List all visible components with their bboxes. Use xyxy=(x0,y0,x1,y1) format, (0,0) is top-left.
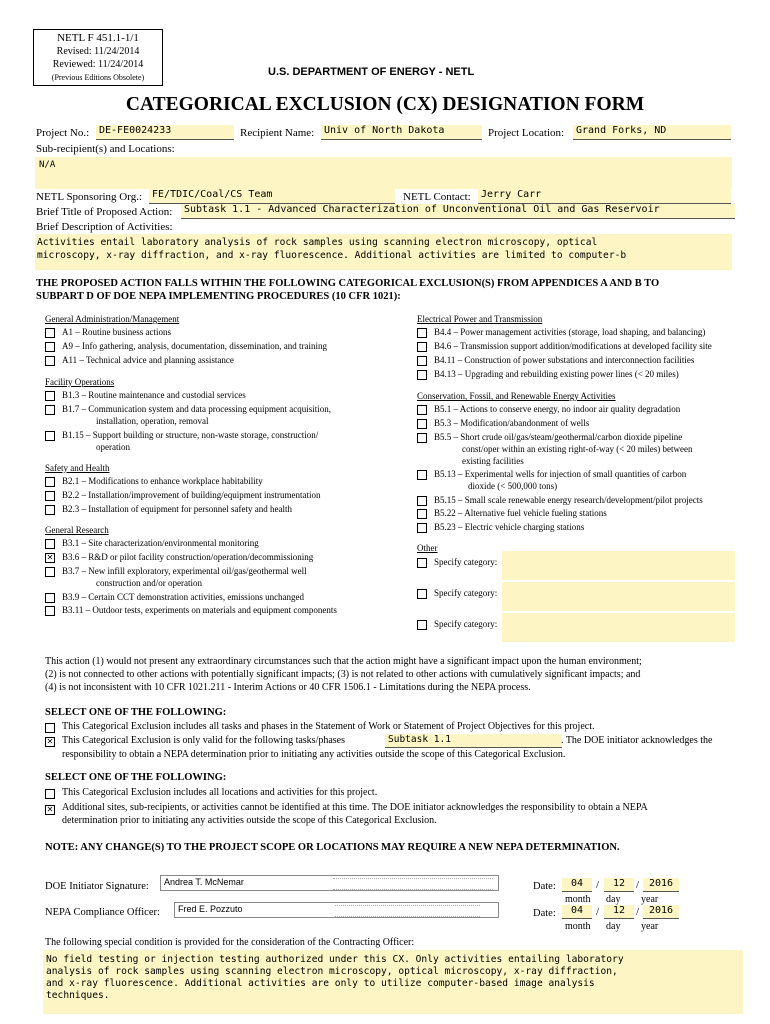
electrical-heading: Electrical Power and Transmission xyxy=(417,314,543,324)
project-no-label: Project No.: xyxy=(36,127,90,139)
date-2-day-caption: day xyxy=(606,921,621,932)
date-1-year-caption: year xyxy=(641,894,659,905)
b3-11-label: B3.11 – Outdoor tests, experiments on materials and equipment components xyxy=(62,605,337,615)
scope-change-note: NOTE: ANY CHANGE(S) TO THE PROJECT SCOPE OR LOCATIONS MAY REQUIRE A NEW NEPA DETERMINATION. xyxy=(45,842,620,853)
specify-2-checkbox[interactable] xyxy=(417,589,427,599)
date-1-year[interactable]: 2016 xyxy=(643,878,679,892)
date-1-sep-1: / xyxy=(596,879,600,891)
all-locations-checkbox[interactable] xyxy=(45,789,55,799)
b4-6-checkbox[interactable] xyxy=(417,342,427,352)
b2-2-label: B2.2 – Installation/improvement of building/equipment instrumentation xyxy=(62,490,321,500)
b1-7-checkbox[interactable] xyxy=(45,405,55,415)
b3-1-label: B3.1 – Site characterization/environmental monitoring xyxy=(62,538,259,548)
b5-15-label: B5.15 – Small scale renewable energy research/development/pilot projects xyxy=(434,495,703,505)
b1-7-label: B1.7 – Communication system and data processing equipment acquisition, xyxy=(62,404,331,414)
b5-5-label: B5.5 – Short crude oil/gas/steam/geothermal/carbon dioxide pipeline xyxy=(434,432,683,442)
date-2-year-caption: year xyxy=(641,921,659,932)
exclusions-heading-line-2: SUBPART D OF DOE NEPA IMPLEMENTING PROCEDURES (10 CFR 1021): xyxy=(36,291,401,302)
b5-13-checkbox[interactable] xyxy=(417,470,427,480)
action-statement xyxy=(45,655,642,694)
specify-2-label: Specify category: xyxy=(434,588,498,598)
b5-1-checkbox[interactable] xyxy=(417,405,427,415)
specify-1-field[interactable] xyxy=(502,551,735,580)
b4-13-checkbox[interactable] xyxy=(417,370,427,380)
sponsoring-label: NETL Sponsoring Org.: xyxy=(36,191,143,203)
b1-15-checkbox[interactable] xyxy=(45,431,55,441)
a1-label: A1 – Routine business actions xyxy=(62,327,171,337)
b5-5-label-cont-1: const/oper within an existing right-of-way (< 20 miles) between xyxy=(462,444,693,454)
b5-23-label: B5.23 – Electric vehicle charging stations xyxy=(434,522,585,532)
a11-label: A11 – Technical advice and planning assistance xyxy=(62,355,234,365)
b3-7-checkbox[interactable] xyxy=(45,567,55,577)
exclusions-heading-line-1: THE PROPOSED ACTION FALLS WITHIN THE FOLLOWING CATEGORICAL EXCLUSION(S) FROM APPENDICES A AND B TO xyxy=(36,278,660,289)
conservation-heading: Conservation, Fossil, and Renewable Energy Activities xyxy=(417,391,616,401)
specify-1-label: Specify category: xyxy=(434,557,498,567)
b5-3-label: B5.3 – Modification/abandonment of wells xyxy=(434,418,590,428)
location-field[interactable]: Grand Forks, ND xyxy=(573,125,731,140)
form-number: NETL F 451.1-1/1 xyxy=(57,32,139,44)
special-line-1: No field testing or injection testing authorized under this CX. Only activities entailing laboratory xyxy=(46,954,624,965)
b3-1-checkbox[interactable] xyxy=(45,539,55,549)
all-tasks-label: This Categorical Exclusion includes all tasks and phases in the Statement of Work or Statement of Project Objectives for this project. xyxy=(62,721,595,732)
date-1-month-caption: month xyxy=(565,894,591,905)
specific-tasks-label-post: . The DOE initiator acknowledges the xyxy=(561,735,713,746)
officer-signature-box[interactable] xyxy=(174,902,499,918)
initiator-name: Andrea T. McNemar xyxy=(164,877,244,887)
project-no-field[interactable]: DE-FE0024233 xyxy=(96,125,234,140)
b3-6-checkbox-checked[interactable] xyxy=(45,553,55,563)
initiator-signature-stamp xyxy=(333,878,493,890)
a11-checkbox[interactable] xyxy=(45,356,55,366)
b2-1-label: B2.1 – Modifications to enhance workplace habitability xyxy=(62,476,263,486)
special-condition-label: The following special condition is provided for the consideration of the Contracting Officer: xyxy=(45,937,415,948)
b2-1-checkbox[interactable] xyxy=(45,477,55,487)
description-line-2: microscopy, x-ray diffraction, and x-ray fluorescence. Additional activities are limited to computer-b xyxy=(37,250,627,261)
brief-title-field[interactable]: Subtask 1.1 - Advanced Characterization of Unconventional Oil and Gas Reservoir xyxy=(181,204,735,219)
subrecipients-label: Sub-recipient(s) and Locations: xyxy=(36,143,175,155)
date-1-label: Date: xyxy=(533,881,556,892)
b2-3-label: B2.3 – Installation of equipment for personnel safety and health xyxy=(62,504,292,514)
b1-15-label-cont: operation xyxy=(96,442,130,452)
b5-13-label: B5.13 – Experimental wells for injection of small quantities of carbon xyxy=(434,469,687,479)
date-2-year[interactable]: 2016 xyxy=(643,905,679,919)
special-line-3: and x-ray fluorescence. Additional activities are only to utilize computer-based image analysis xyxy=(46,978,595,989)
subrecipients-field[interactable] xyxy=(35,157,732,189)
b3-9-label: B3.9 – Certain CCT demonstration activities, emissions unchanged xyxy=(62,592,305,602)
contact-label: NETL Contact: xyxy=(403,191,471,203)
date-2-day[interactable]: 12 xyxy=(604,905,634,919)
date-1-day-caption: day xyxy=(606,894,621,905)
date-2-sep-2: / xyxy=(636,906,640,918)
action-line-2: (2) is not connected to other actions with potentially significant impacts; (3) is not related to other actions with cumulatively significant impacts; and xyxy=(45,669,641,680)
contact-field[interactable]: Jerry Carr xyxy=(478,189,731,204)
action-line-3: (4) is not inconsistent with 10 CFR 1021.211 - Interim Actions or 40 CFR 1506.1 - Limitations during the NEPA process. xyxy=(45,682,531,693)
specific-tasks-checkbox-checked[interactable] xyxy=(45,737,55,747)
b2-2-checkbox[interactable] xyxy=(45,491,55,501)
b1-3-checkbox[interactable] xyxy=(45,391,55,401)
date-1-month[interactable]: 04 xyxy=(562,878,592,892)
a9-label: A9 – Info gathering, analysis, documentation, dissemination, and training xyxy=(62,341,327,351)
officer-name: Fred E. Pozzuto xyxy=(178,904,243,914)
select-one-heading-1: SELECT ONE OF THE FOLLOWING: xyxy=(45,707,227,718)
b4-11-checkbox[interactable] xyxy=(417,356,427,366)
date-2-month[interactable]: 04 xyxy=(562,905,592,919)
specific-tasks-label-line-2: responsibility to obtain a NEPA determination prior to initiating any activities outside the scope of this Categorical Exclusion. xyxy=(62,749,566,760)
all-locations-label: This Categorical Exclusion includes all locations and activities for this project. xyxy=(62,787,378,798)
b3-7-label: B3.7 – New infill exploratory, experimental oil/gas/geothermal well xyxy=(62,566,307,576)
a1-checkbox[interactable] xyxy=(45,328,55,338)
page-title: CATEGORICAL EXCLUSION (CX) DESIGNATION FORM xyxy=(125,94,645,115)
additional-sites-label xyxy=(62,801,648,827)
description-field[interactable] xyxy=(35,234,732,270)
additional-sites-line-2: determination prior to initiating any activities outside the scope of this Categorical Exclusion. xyxy=(62,815,437,826)
specific-tasks-label: This Categorical Exclusion is only valid for the following tasks/phases xyxy=(62,735,346,746)
form-number-box xyxy=(33,29,163,86)
revised-date: Revised: 11/24/2014 xyxy=(56,46,140,57)
date-2-label: Date: xyxy=(533,908,556,919)
description-line-1: Activities entail laboratory analysis of rock samples using scanning electron microscopy, optical xyxy=(37,237,598,248)
b4-6-label: B4.6 – Transmission support addition/modifications at developed facility site xyxy=(434,341,712,351)
exclusions-heading xyxy=(36,277,659,303)
b1-7-label-cont: installation, operation, removal xyxy=(96,416,209,426)
other-heading: Other xyxy=(417,543,438,553)
b3-7-label-cont: construction and/or operation xyxy=(96,578,202,588)
action-line-1: This action (1) would not present any extraordinary circumstances such that the action might have a significant impact upon the human environment; xyxy=(45,656,642,667)
b3-6-label: B3.6 – R&D or pilot facility construction/operation/decommissioning xyxy=(62,552,314,562)
b5-1-label: B5.1 – Actions to conserve energy, no indoor air quality degradation xyxy=(434,404,681,414)
safety-heading: Safety and Health xyxy=(45,463,110,473)
date-2-month-caption: month xyxy=(565,921,591,932)
special-line-4: techniques. xyxy=(46,990,110,1001)
b4-11-label: B4.11 – Construction of power substations and interconnection facilities xyxy=(434,355,695,365)
b4-13-label: B4.13 – Upgrading and rebuilding existing power lines (< 20 miles) xyxy=(434,369,679,379)
b4-4-label: B4.4 – Power management activities (storage, load shaping, and balancing) xyxy=(434,327,706,337)
select-one-heading-2: SELECT ONE OF THE FOLLOWING: xyxy=(45,772,227,783)
recipient-label: Recipient Name: xyxy=(240,127,315,139)
description-label: Brief Description of Activities: xyxy=(36,221,173,233)
date-1-day[interactable]: 12 xyxy=(604,878,634,892)
b4-4-checkbox[interactable] xyxy=(417,328,427,338)
specify-3-label: Specify category: xyxy=(434,619,498,629)
specify-3-field[interactable] xyxy=(502,613,735,642)
b5-22-checkbox[interactable] xyxy=(417,509,427,519)
specific-tasks-field[interactable]: Subtask 1.1 xyxy=(385,734,562,748)
b5-13-label-cont: dioxide (< 500,000 tons) xyxy=(468,481,558,491)
b3-9-checkbox[interactable] xyxy=(45,593,55,603)
special-line-2: analysis of rock samples using scanning electron microscopy, optical microscopy, x-ray diffraction, xyxy=(46,966,618,977)
b5-5-label-cont-2: existing facilities xyxy=(462,456,524,466)
b5-15-checkbox[interactable] xyxy=(417,496,427,506)
special-condition-field[interactable] xyxy=(43,950,743,1014)
specify-2-field[interactable] xyxy=(502,582,735,611)
b2-3-checkbox[interactable] xyxy=(45,505,55,515)
officer-signature-stamp xyxy=(335,905,480,917)
b5-3-checkbox[interactable] xyxy=(417,419,427,429)
agency-name: U.S. DEPARTMENT OF ENERGY - NETL xyxy=(268,66,475,78)
b1-3-label: B1.3 – Routine maintenance and custodial services xyxy=(62,390,246,400)
b1-15-label: B1.15 – Support building or structure, non-waste storage, construction/ xyxy=(62,430,319,440)
general-admin-heading: General Administration/Management xyxy=(45,314,180,324)
b3-11-checkbox[interactable] xyxy=(45,606,55,616)
specify-3-checkbox[interactable] xyxy=(417,620,427,630)
location-label: Project Location: xyxy=(488,127,565,139)
initiator-label: DOE Initiator Signature: xyxy=(45,881,149,892)
officer-label: NEPA Compliance Officer: xyxy=(45,907,160,918)
initiator-signature-box[interactable] xyxy=(160,875,499,891)
research-heading: General Research xyxy=(45,525,109,535)
date-2-sep-1: / xyxy=(596,906,600,918)
b5-23-checkbox[interactable] xyxy=(417,523,427,533)
specify-1-checkbox[interactable] xyxy=(417,558,427,568)
additional-sites-line-1: Additional sites, sub-recipients, or activities cannot be identified at this time. The DOE initiator acknowledges the responsibility to obtain a NEPA xyxy=(62,802,648,813)
subrecipients-value: N/A xyxy=(39,160,56,170)
sponsoring-field[interactable]: FE/TDIC/Coal/CS Team xyxy=(149,189,395,204)
date-1-sep-2: / xyxy=(636,879,640,891)
a9-checkbox[interactable] xyxy=(45,342,55,352)
reviewed-date: Reviewed: 11/24/2014 xyxy=(52,59,144,70)
facility-ops-heading: Facility Operations xyxy=(45,377,115,387)
all-tasks-checkbox[interactable] xyxy=(45,723,55,733)
b5-5-checkbox[interactable] xyxy=(417,433,427,443)
b5-22-label: B5.22 – Alternative fuel vehicle fueling stations xyxy=(434,508,607,518)
brief-title-label: Brief Title of Proposed Action: xyxy=(36,206,173,218)
recipient-field[interactable]: Univ of North Dakota xyxy=(321,125,482,140)
additional-sites-checkbox-checked[interactable] xyxy=(45,805,55,815)
obsolete-note: (Previous Editions Obsolete) xyxy=(51,73,145,82)
